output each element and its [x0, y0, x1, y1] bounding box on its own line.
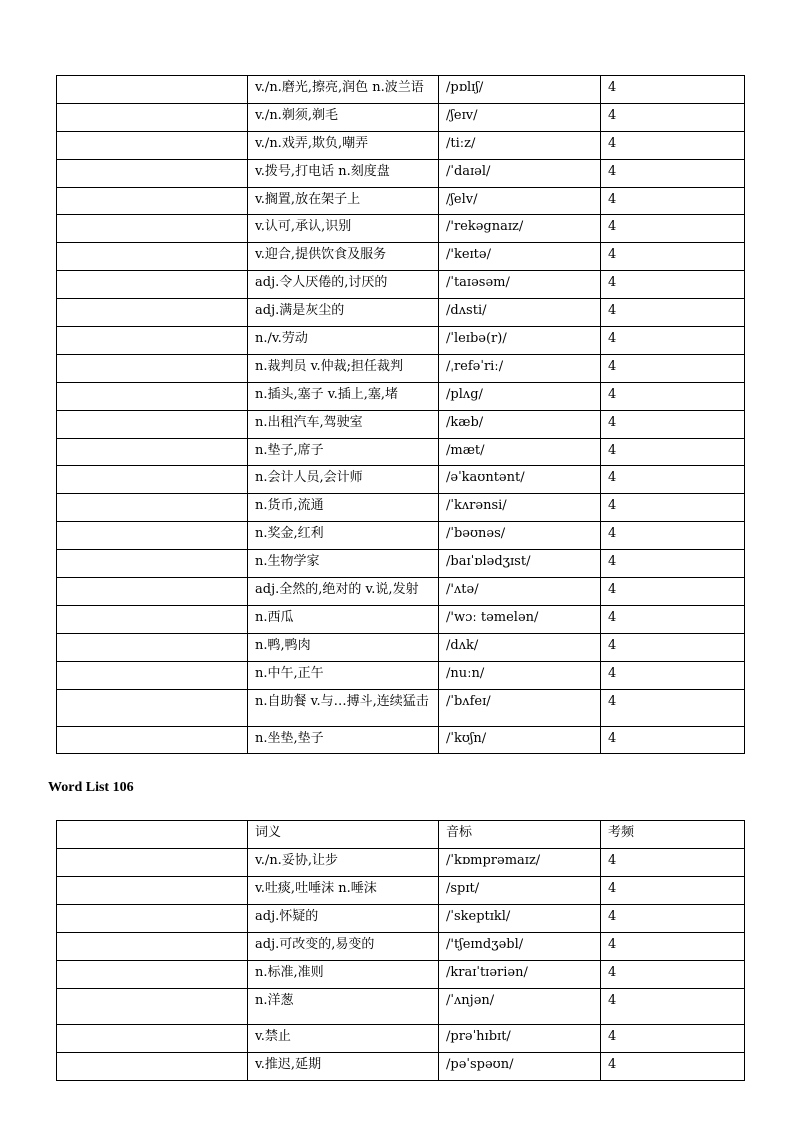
frequency-cell: 4 — [601, 578, 745, 606]
frequency-cell: 4 — [601, 327, 745, 355]
ipa-cell: /pəˈspəʊn/ — [439, 1053, 601, 1081]
table-row — [57, 354, 745, 382]
ipa-cell: /pɒlɪʃ/ — [439, 76, 601, 104]
frequency-cell: 4 — [601, 905, 745, 933]
ipa-cell: /ʃeɪv/ — [439, 103, 601, 131]
table-row — [57, 299, 745, 327]
ipa-cell: /ˌrefəˈriː/ — [439, 354, 601, 382]
table-row — [57, 1025, 745, 1053]
frequency-cell: 4 — [601, 159, 745, 187]
meaning-cell: adj.可改变的,易变的 — [248, 933, 439, 961]
frequency-cell: 4 — [601, 271, 745, 299]
frequency-cell: 4 — [601, 1025, 745, 1053]
table-row — [57, 905, 745, 933]
ipa-cell: /ˈkɒmprəmaɪz/ — [439, 849, 601, 877]
header-frequency: 考频 — [601, 821, 745, 849]
meaning-cell: n.洋葱 — [248, 989, 439, 1025]
frequency-cell: 4 — [601, 466, 745, 494]
frequency-cell: 4 — [601, 354, 745, 382]
meaning-cell: v.推迟,延期 — [248, 1053, 439, 1081]
word-cell — [57, 271, 248, 299]
meaning-cell: n.货币,流通 — [248, 494, 439, 522]
meaning-cell: n.出租汽车,驾驶室 — [248, 410, 439, 438]
table-row — [57, 327, 745, 355]
table-header-row — [57, 821, 745, 849]
word-cell — [57, 905, 248, 933]
word-cell — [57, 605, 248, 633]
meaning-cell: n.鸭,鸭肉 — [248, 633, 439, 661]
word-cell — [57, 438, 248, 466]
meaning-cell: adj.全然的,绝对的 v.说,发射 — [248, 578, 439, 606]
ipa-cell: /ˈkʌrənsi/ — [439, 494, 601, 522]
meaning-cell: v./n.剃须,剃毛 — [248, 103, 439, 131]
ipa-cell: /mæt/ — [439, 438, 601, 466]
table-row — [57, 578, 745, 606]
ipa-cell: /'tʃeɪndʒəbl/ — [439, 933, 601, 961]
frequency-cell: 4 — [601, 989, 745, 1025]
meaning-cell: n.中午,正午 — [248, 661, 439, 689]
table-row — [57, 550, 745, 578]
ipa-cell: /plʌg/ — [439, 382, 601, 410]
table-row — [57, 961, 745, 989]
meaning-cell: v.吐痰,吐唾沫 n.唾沫 — [248, 877, 439, 905]
meaning-cell: v.拨号,打电话 n.刻度盘 — [248, 159, 439, 187]
frequency-cell: 4 — [601, 605, 745, 633]
meaning-cell: v.迎合,提供饮食及服务 — [248, 243, 439, 271]
word-cell — [57, 215, 248, 243]
frequency-cell: 4 — [601, 849, 745, 877]
frequency-cell: 4 — [601, 689, 745, 726]
table-row — [57, 726, 745, 754]
word-table-106 — [56, 820, 745, 1081]
table-row — [57, 76, 745, 104]
ipa-cell: /ˈskeptɪkl/ — [439, 905, 601, 933]
meaning-cell: v.搁置,放在架子上 — [248, 187, 439, 215]
ipa-cell: /ˈleɪbə(r)/ — [439, 327, 601, 355]
meaning-cell: v./n.妥协,让步 — [248, 849, 439, 877]
frequency-cell: 4 — [601, 961, 745, 989]
ipa-cell: /dʌk/ — [439, 633, 601, 661]
frequency-cell: 4 — [601, 215, 745, 243]
meaning-cell: adj.满是灰尘的 — [248, 299, 439, 327]
ipa-cell: /ˈtaɪəsəm/ — [439, 271, 601, 299]
ipa-cell: /kraɪˈtɪəriən/ — [439, 961, 601, 989]
word-cell — [57, 327, 248, 355]
word-cell — [57, 821, 248, 849]
frequency-cell: 4 — [601, 299, 745, 327]
table-row — [57, 187, 745, 215]
frequency-cell: 4 — [601, 103, 745, 131]
table-row — [57, 877, 745, 905]
word-cell — [57, 578, 248, 606]
table-row — [57, 215, 745, 243]
word-cell — [57, 1053, 248, 1081]
word-cell — [57, 877, 248, 905]
frequency-cell: 4 — [601, 1053, 745, 1081]
word-cell — [57, 159, 248, 187]
word-cell — [57, 382, 248, 410]
table-row — [57, 1053, 745, 1081]
word-cell — [57, 187, 248, 215]
frequency-cell: 4 — [601, 131, 745, 159]
word-cell — [57, 76, 248, 104]
word-cell — [57, 989, 248, 1025]
frequency-cell: 4 — [601, 726, 745, 754]
table-row — [57, 382, 745, 410]
word-cell — [57, 299, 248, 327]
ipa-cell: /baɪˈɒlədʒɪst/ — [439, 550, 601, 578]
table-row — [57, 243, 745, 271]
frequency-cell: 4 — [601, 438, 745, 466]
word-cell — [57, 1025, 248, 1053]
word-cell — [57, 961, 248, 989]
ipa-cell: /'keɪtə/ — [439, 243, 601, 271]
meaning-cell: v./n.磨光,擦亮,润色 n.波兰语 — [248, 76, 439, 104]
table-row — [57, 438, 745, 466]
word-cell — [57, 550, 248, 578]
word-cell — [57, 354, 248, 382]
table-row — [57, 661, 745, 689]
meaning-cell: n.会计人员,会计师 — [248, 466, 439, 494]
word-table-105 — [56, 75, 745, 754]
table-row — [57, 159, 745, 187]
meaning-cell: n.标准,准则 — [248, 961, 439, 989]
ipa-cell: /'rekəgnaɪz/ — [439, 215, 601, 243]
meaning-cell: n.插头,塞子 v.插上,塞,堵 — [248, 382, 439, 410]
ipa-cell: /tiːz/ — [439, 131, 601, 159]
frequency-cell: 4 — [601, 76, 745, 104]
ipa-cell: /ˈbʌfeɪ/ — [439, 689, 601, 726]
header-ipa: 音标 — [439, 821, 601, 849]
word-cell — [57, 933, 248, 961]
frequency-cell: 4 — [601, 187, 745, 215]
table-row — [57, 271, 745, 299]
meaning-cell: n.裁判员 v.仲裁;担任裁判 — [248, 354, 439, 382]
word-cell — [57, 522, 248, 550]
ipa-cell: /ˈdaɪəl/ — [439, 159, 601, 187]
table-row — [57, 103, 745, 131]
meaning-cell: n.西瓜 — [248, 605, 439, 633]
word-cell — [57, 243, 248, 271]
table-row — [57, 849, 745, 877]
word-list-heading: Word List 106 — [48, 780, 134, 795]
word-cell — [57, 103, 248, 131]
table-row — [57, 633, 745, 661]
table-row — [57, 689, 745, 726]
ipa-cell: /prəˈhɪbɪt/ — [439, 1025, 601, 1053]
meaning-cell: n.奖金,红利 — [248, 522, 439, 550]
ipa-cell: /spɪt/ — [439, 877, 601, 905]
meaning-cell: n.坐垫,垫子 — [248, 726, 439, 754]
meaning-cell: n.自助餐 v.与…搏斗,连续猛击 — [248, 689, 439, 726]
ipa-cell: /'ʌtə/ — [439, 578, 601, 606]
frequency-cell: 4 — [601, 633, 745, 661]
frequency-cell: 4 — [601, 877, 745, 905]
word-cell — [57, 661, 248, 689]
table-row — [57, 410, 745, 438]
meaning-cell: n.生物学家 — [248, 550, 439, 578]
ipa-cell: /nuːn/ — [439, 661, 601, 689]
frequency-cell: 4 — [601, 550, 745, 578]
table-row — [57, 933, 745, 961]
meaning-cell: adj.令人厌倦的,讨厌的 — [248, 271, 439, 299]
header-meaning: 词义 — [248, 821, 439, 849]
word-cell — [57, 633, 248, 661]
word-cell — [57, 410, 248, 438]
frequency-cell: 4 — [601, 243, 745, 271]
meaning-cell: n./v.劳动 — [248, 327, 439, 355]
frequency-cell: 4 — [601, 522, 745, 550]
table-row — [57, 605, 745, 633]
frequency-cell: 4 — [601, 494, 745, 522]
ipa-cell: /ˈʌnjən/ — [439, 989, 601, 1025]
table-row — [57, 494, 745, 522]
meaning-cell: v.认可,承认,识别 — [248, 215, 439, 243]
ipa-cell: /ˈbəʊnəs/ — [439, 522, 601, 550]
table-row — [57, 466, 745, 494]
meaning-cell: adj.怀疑的 — [248, 905, 439, 933]
frequency-cell: 4 — [601, 661, 745, 689]
word-cell — [57, 466, 248, 494]
ipa-cell: /kæb/ — [439, 410, 601, 438]
meaning-cell: n.垫子,席子 — [248, 438, 439, 466]
word-cell — [57, 849, 248, 877]
meaning-cell: v./n.戏弄,欺负,嘲弄 — [248, 131, 439, 159]
table-row — [57, 989, 745, 1025]
frequency-cell: 4 — [601, 933, 745, 961]
ipa-cell: /'wɔː təmelən/ — [439, 605, 601, 633]
ipa-cell: /əˈkaʊntənt/ — [439, 466, 601, 494]
word-cell — [57, 131, 248, 159]
meaning-cell: v.禁止 — [248, 1025, 439, 1053]
word-cell — [57, 689, 248, 726]
table-row — [57, 522, 745, 550]
frequency-cell: 4 — [601, 382, 745, 410]
ipa-cell: /ʃelv/ — [439, 187, 601, 215]
table-row — [57, 131, 745, 159]
word-cell — [57, 726, 248, 754]
frequency-cell: 4 — [601, 410, 745, 438]
ipa-cell: /ˈkʊʃn/ — [439, 726, 601, 754]
ipa-cell: /dʌsti/ — [439, 299, 601, 327]
word-cell — [57, 494, 248, 522]
